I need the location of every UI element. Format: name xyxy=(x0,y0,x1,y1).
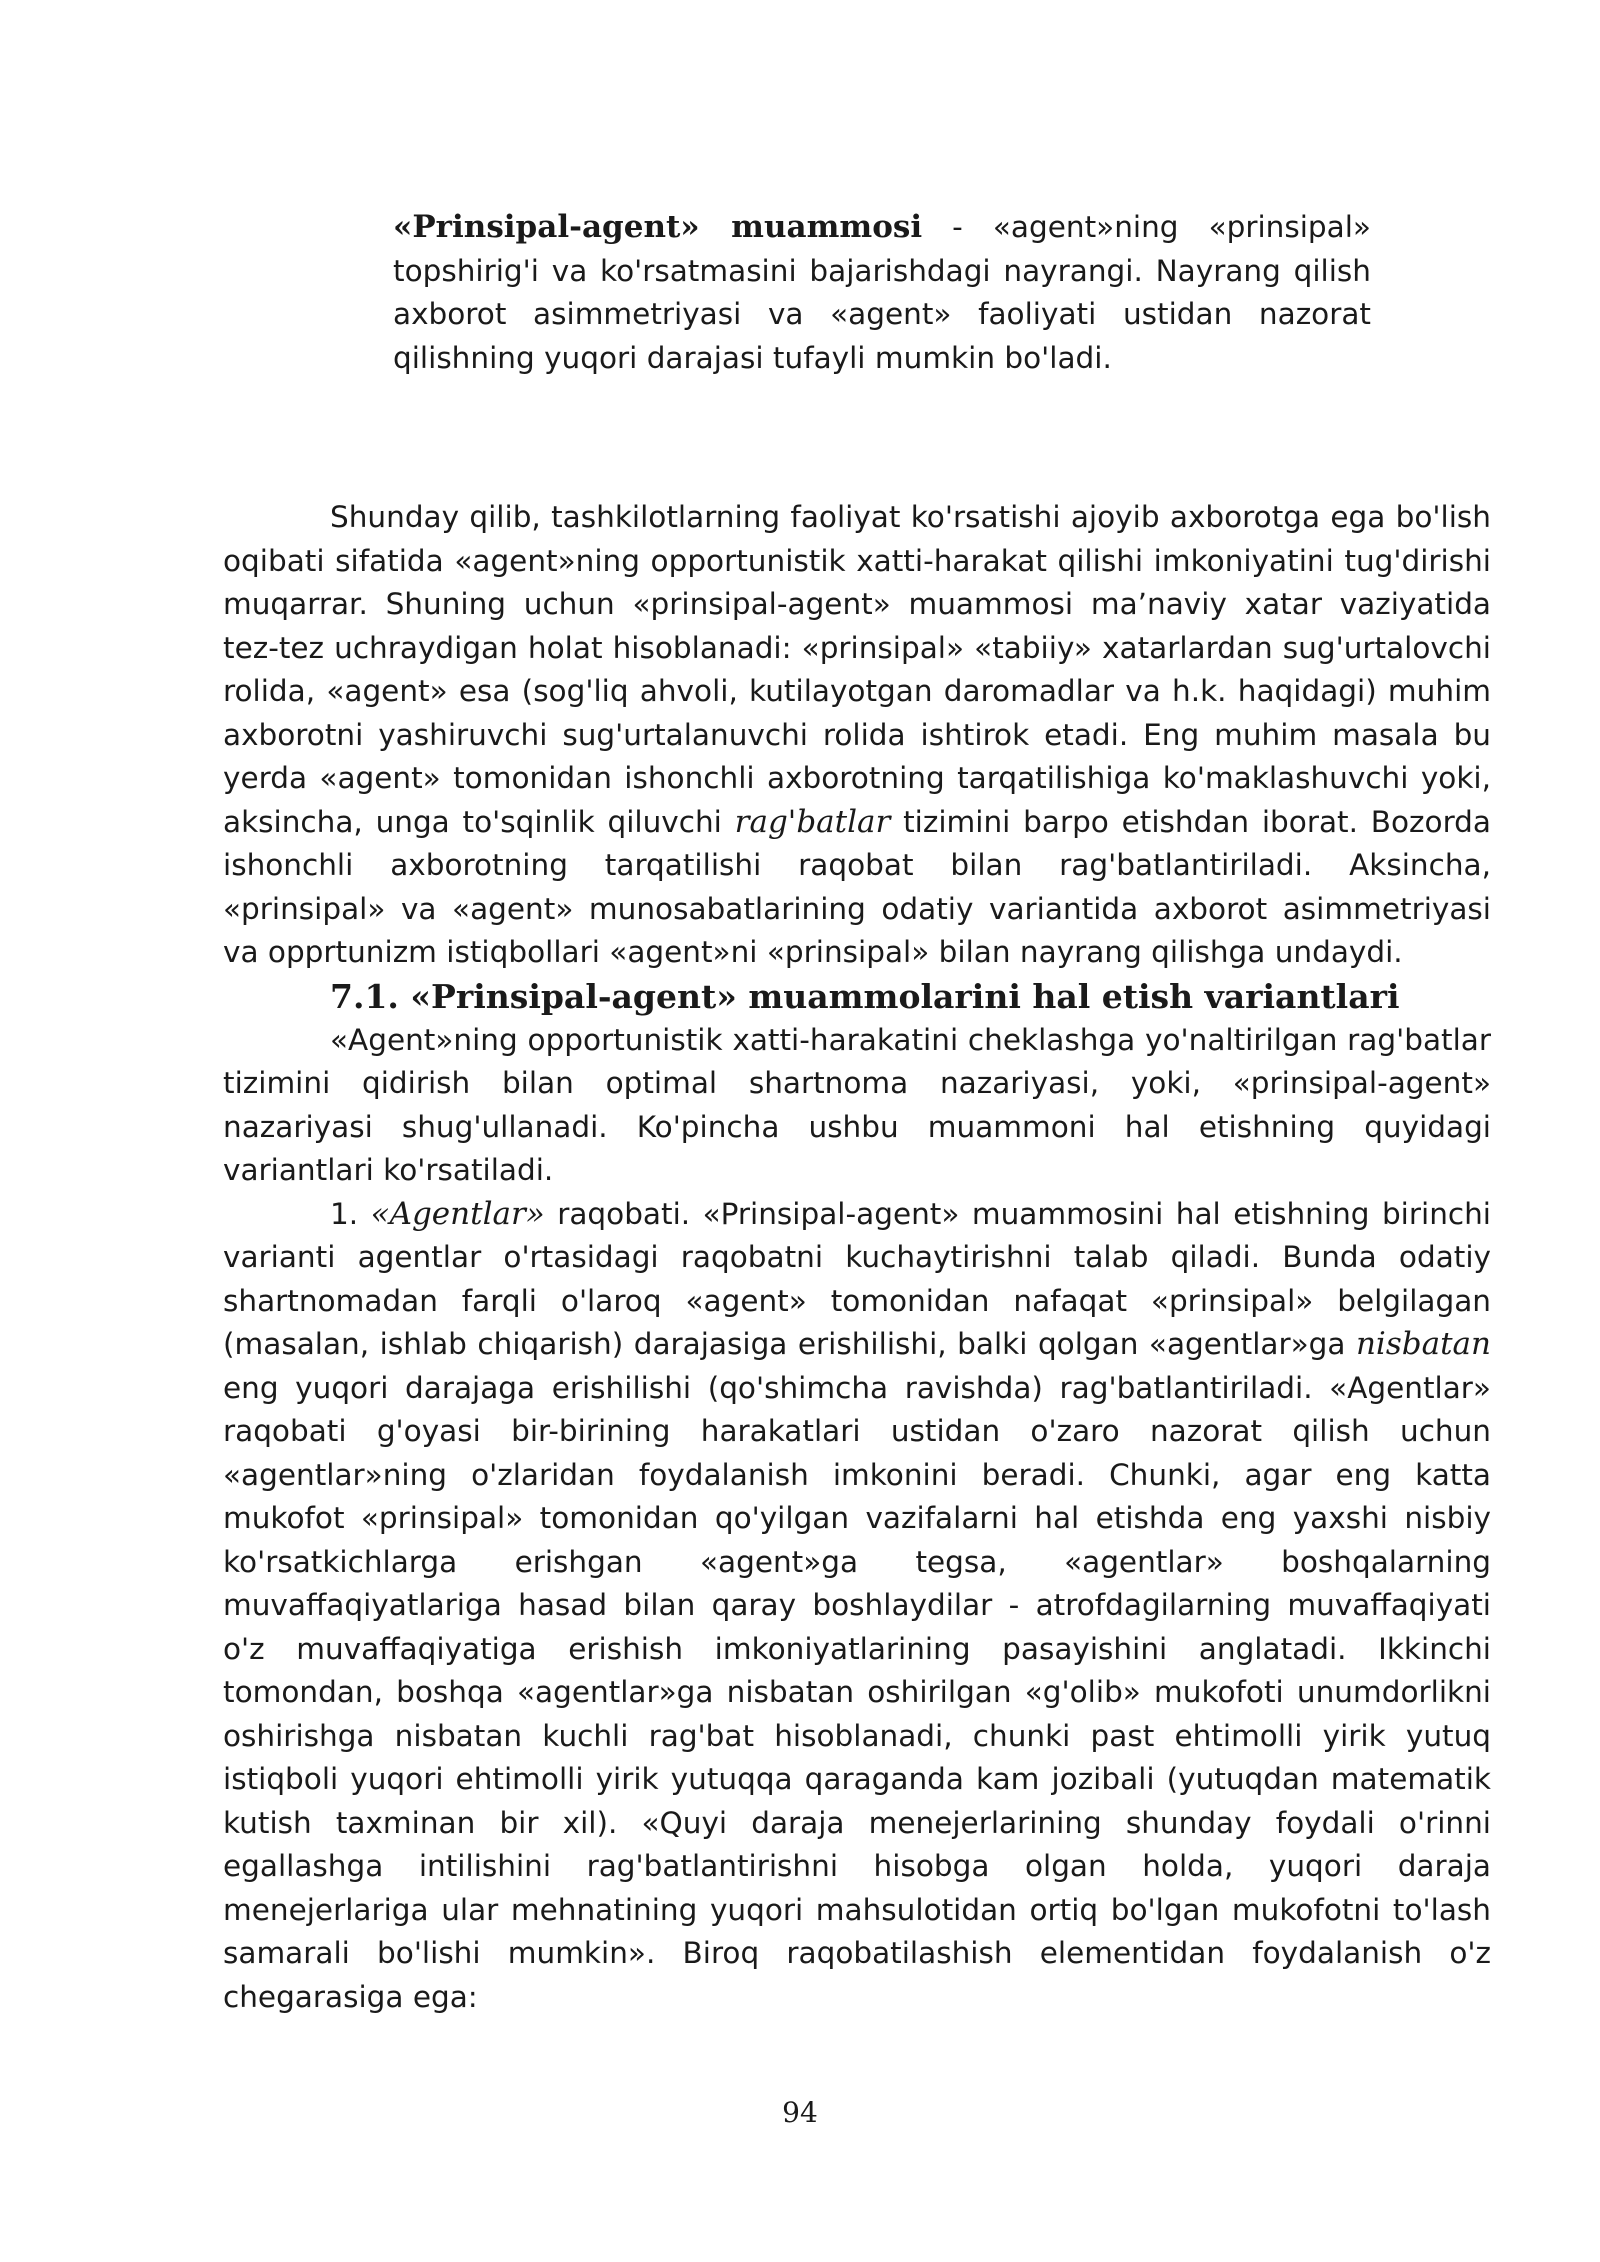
paragraph-2: «Agent»ning opportunistik xatti-harakatini cheklashga yo'naltirilgan rag'batlar tizimini qidirish bilan optimal shartnoma nazariyasi, yoki, «prinsipal-agent» nazariyasi shug'ullanadi. Ko'pincha ushbu muammoni hal etishning quyidagi variantlari ko'rsatiladi. xyxy=(223,1022,1491,1187)
page-number: 94 xyxy=(782,2096,818,2129)
definition-block xyxy=(393,206,1371,380)
paragraph-3-number: 1. xyxy=(330,1196,371,1231)
paragraph-3-italic-1: «Agentlar» xyxy=(370,1195,545,1232)
paragraph-1 xyxy=(223,496,1491,975)
section-heading: 7.1. «Prinsipal-agent» muammolarini hal etish variantlari xyxy=(330,976,1400,1016)
definition-term: «Prinsipal-agent» muammosi xyxy=(393,209,923,245)
paragraph-3 xyxy=(223,1193,1491,2020)
paragraph-1-part-1: Shunday qilib, tashkilotlarning faoliyat ko'rsatishi ajoyib axborotga ega bo'lish oqibati sifatida «agent»ning opportunistik xatti-harakat qilishi imkoniyatini tug'dirishi muqarrar. Shuning uchun «prinsipal-agent» muammosi ma’naviy xatar vaziyatida tez-tez uchraydigan holat hisoblanadi: «prinsipal» «tabiiy» xatarlardan sug'urtalovchi rolida, «agent» esa (sog'liq ahvoli, kutilayotgan daromadlar va h.k. haqidagi) muhim axborotni yashiruvchi sug'urtalanuvchi rolida ishtirok etadi. Eng muhim masala bu yerda «agent» tomonidan ishonchli axborotning tarqatilishiga ko'maklashuvchi yoki, aksincha, unga to'sqinlik qiluvchi xyxy=(223,500,1491,839)
paragraph-3-part-1: raqobati. «Prinsipal-agent» muammosini hal etishning birinchi varianti agentlar o'rtasidagi raqobatni kuchaytirishni talab qiladi. Bunda odatiy shartnomadan farqli o'laroq «agent» tomonidan nafaqat «prinsipal» belgilagan (masalan, ishlab chiqarish) darajasiga erishilishi, balki qolgan «agentlar»ga xyxy=(223,1196,1492,1361)
paragraph-1-italic: rag'batlar xyxy=(734,803,891,840)
definition-text: - «agent»ning «prinsipal» topshirig'i va ko'rsatmasini bajarishdagi nayrangi. Nayrang qilish axborot asimmetriyasi va «agent» faoliyati ustidan nazorat qilishning yuqori darajasi tufayli mumkin bo'ladi. xyxy=(393,210,1371,375)
paragraph-3-part-2: eng yuqori darajaga erishilishi (qo'shimcha ravishda) rag'batlantiriladi. «Agentlar» raqobati g'oyasi bir-birining harakatlari ustidan o'zaro nazorat qilish uchun «agentlar»ning o'zlaridan foydalanish imkonini beradi. Chunki, agar eng katta mukofot «prinsipal» tomonidan qo'yilgan vazifalarni hal etishda eng yaxshi nisbiy ko'rsatkichlarga erishgan «agent»ga tegsa, «agentlar» boshqalarning muvaffaqiyatlariga hasad bilan qaray boshlaydilar - atrofdagilarning muvaffaqiyati o'z muvaffaqiyatiga erishish imkoniyatlarining pasayishini anglatadi. Ikkinchi tomondan, boshqa «agentlar»ga nisbatan oshirilgan «g'olib» mukofoti unumdorlikni oshirishga nisbatan kuchli rag'bat hisoblanadi, chunki past ehtimolli yirik yutuq istiqboli yuqori ehtimolli yirik yutuqqa qaraganda kam jozibali (yutuqdan matematik kutish taxminan bir xil). «Quyi daraja menejerlarining shunday foydali o'rinni egallashga intilishini rag'batlantirishni hisobga olgan holda, yuqori daraja menejerlariga ular mehnatining yuqori mahsulotidan ortiq bo'lgan mukofotni to'lash samarali bo'lishi mumkin». Biroq raqobatilashish elementidan foydalanish o'z chegarasiga ega: xyxy=(223,1370,1491,2014)
paragraph-3-italic-2: nisbatan xyxy=(1355,1326,1491,1362)
paragraph-1-part-2: tizimini barpo etishdan iborat. Bozorda ishonchli axborotning tarqatilishi raqobat bilan rag'batlantiriladi. Aksincha, «prinsipal» va «agent» munosabatlarining odatiy variantida axborot asimmetriyasi va opprtunizm istiqbollari «agent»ni «prinsipal» bilan nayrang qilishga undaydi. xyxy=(223,804,1491,969)
body-text xyxy=(223,496,1491,2019)
